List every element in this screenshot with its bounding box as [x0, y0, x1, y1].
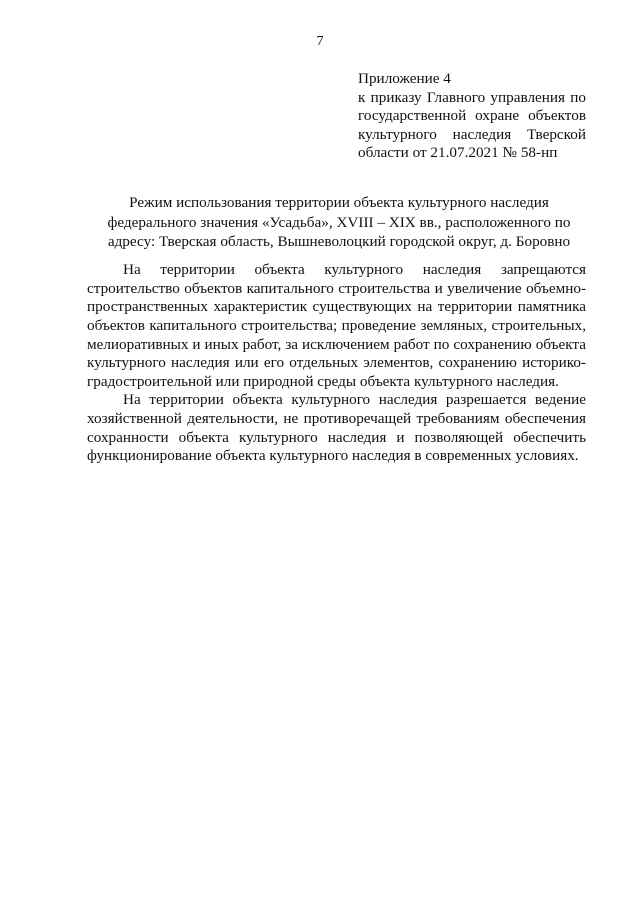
paragraph-line: строительство объектов капитального строительства и увеличение объемно- [87, 279, 586, 297]
appendix-line: государственной охране объектов [358, 107, 586, 125]
appendix-line: Приложение 4 [358, 70, 451, 87]
appendix-line: культурного наследия Тверской [358, 125, 586, 143]
document-title [92, 193, 586, 252]
paragraph-line: сохранности объекта культурного наследия и позволяющей обеспечить [87, 428, 586, 446]
appendix-reference [358, 70, 586, 163]
title-line: Режим использования территории объекта культурного наследия [129, 194, 549, 211]
paragraph-line: функционирование объекта культурного наследия в современных условиях. [87, 447, 579, 465]
page-number: 7 [316, 34, 324, 49]
paragraph-line: мелиоративных и иных работ, за исключением работ по сохранению объекта [87, 335, 586, 353]
paragraph-line: градостроительной или природной среды объекта культурного наследия. [87, 372, 559, 390]
paragraph-line: На территории объекта культурного наследия разрешается ведение [123, 391, 586, 409]
title-line: федерального значения «Усадьба», XVIII – XIX вв., расположенного по [107, 213, 571, 231]
paragraph-line: объектов капитального строительства; проведение земляных, строительных, [87, 316, 586, 334]
appendix-line: области от 21.07.2021 № 58-нп [358, 144, 558, 162]
paragraph-line: пространственных характеристик существующих на территории памятника [87, 298, 586, 316]
paragraph-prohibitions [87, 261, 586, 391]
paragraph-permissions [87, 391, 586, 466]
title-line: адресу: Тверская область, Вышневолоцкий городской округ, д. Боровно [107, 233, 571, 250]
document-body [87, 261, 586, 466]
paragraph-line: хозяйственной деятельности, не противоречащей требованиям обеспечения [87, 410, 586, 428]
paragraph-line: культурного наследия или его отдельных элементов, сохранению историко- [87, 354, 586, 372]
appendix-line: к приказу Главного управления по [358, 88, 586, 106]
paragraph-line: На территории объекта культурного наследия запрещаются [123, 261, 586, 278]
